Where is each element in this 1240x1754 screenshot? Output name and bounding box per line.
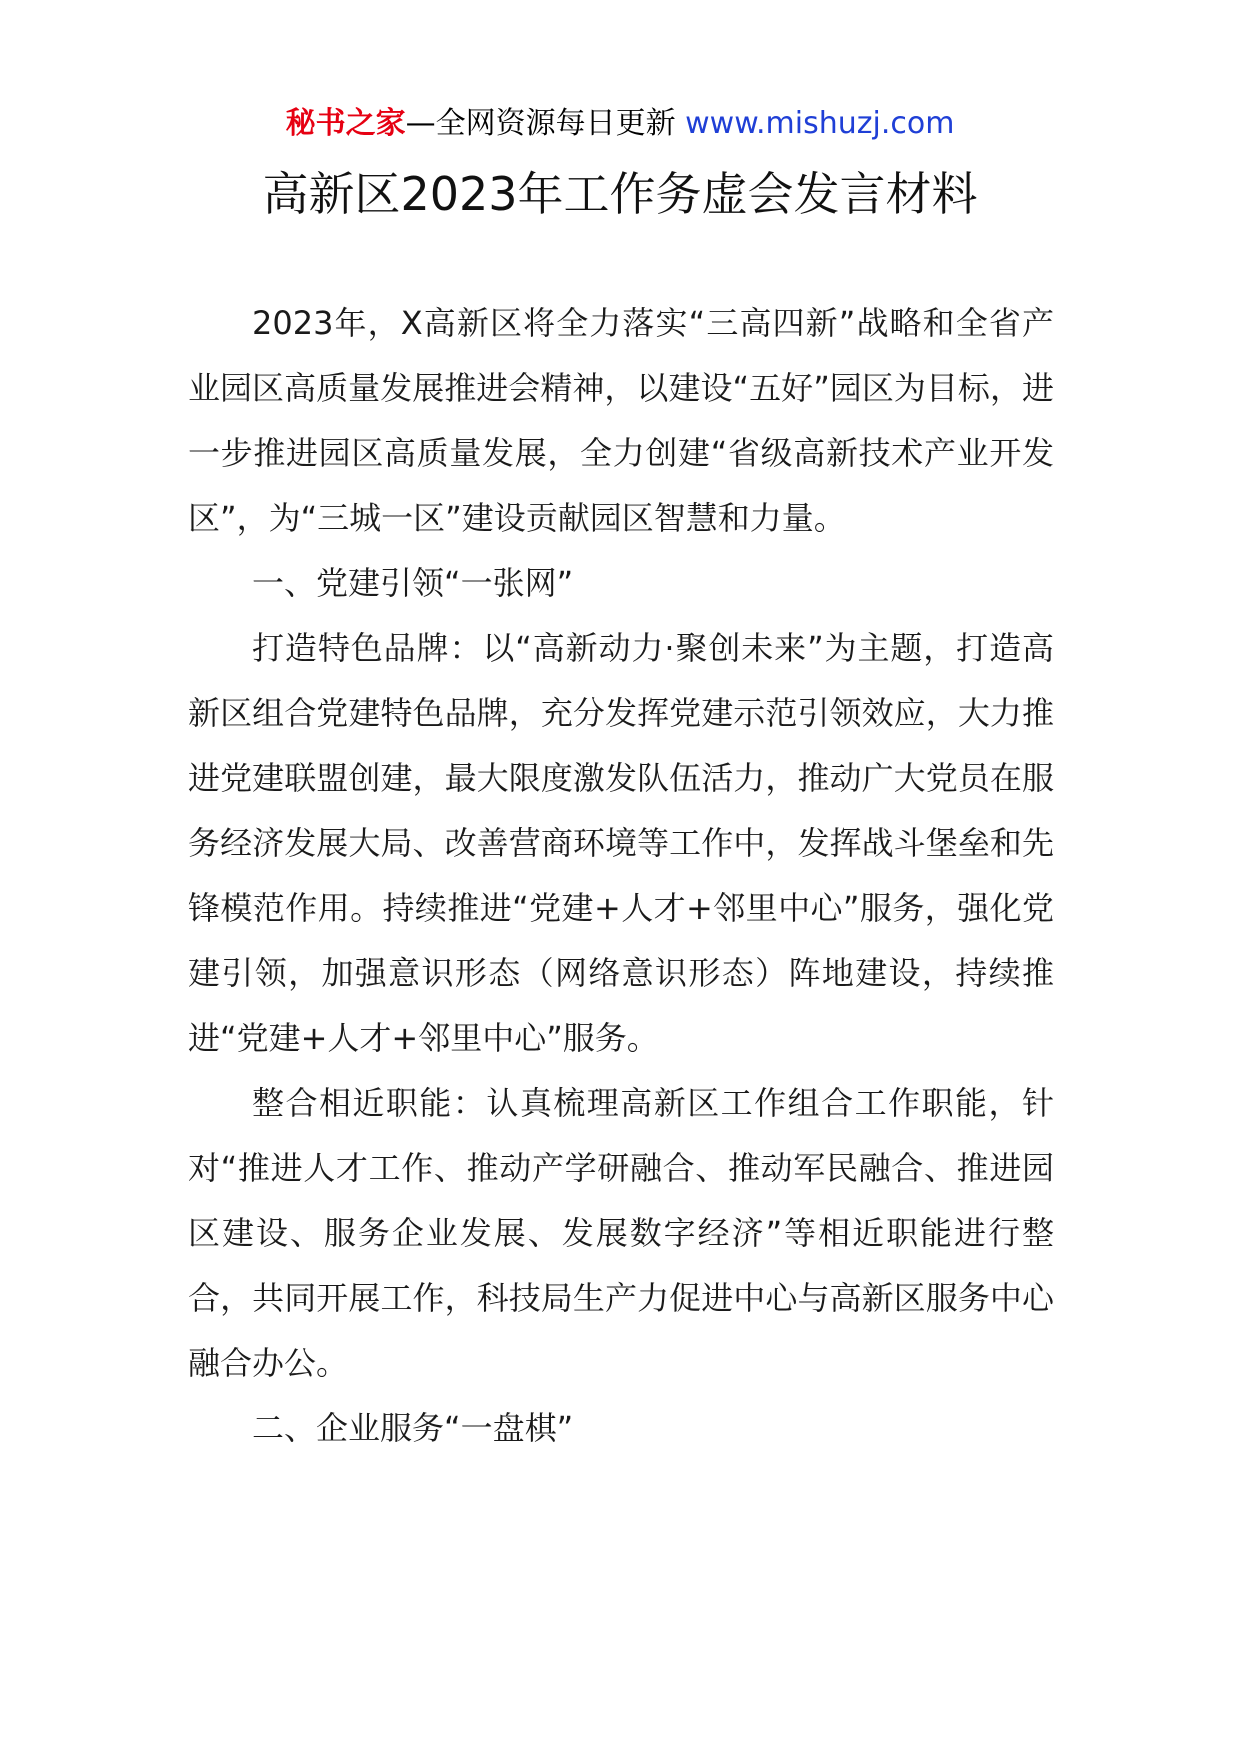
document-title: 高新区2023年工作务虚会发言材料 bbox=[262, 167, 978, 221]
intro-paragraph: 2023年，X高新区将全力落实“三高四新”战略和全省产业园区高质量发展推进会精神，以建设“五好”园区为目标，进一步推进园区高质量发展，全力创建“省级高新技术产业开发区”，为“三城一区”建设贡献园区智慧和力量。 bbox=[188, 304, 1054, 537]
body-paragraph-brand: 打造特色品牌：以“高新动力·聚创未来”为主题，打造高新区组合党建特色品牌，充分发挥党建示范引领效应，大力推进党建联盟创建，最大限度激发队伍活力，推动广大党员在服务经济发展大局、改善营商环境等工作中，发挥战斗堡垒和先锋模范作用。持续推进“党建+人才+邻里中心”服务，强化党建引领，加强意识形态（网络意识形态）阵地建设，持续推进“党建+人才+邻里中心”服务。 bbox=[188, 629, 1054, 1057]
section-heading-2: 二、企业服务“一盘棋” bbox=[252, 1409, 574, 1447]
body-paragraph-integration: 整合相近职能：认真梳理高新区工作组合工作职能，针对“推进人才工作、推动产学研融合、推动军民融合、推进园区建设、服务企业发展、发展数字经济”等相近职能进行整合，共同开展工作，科技局生产力促进中心与高新区服务中心融合办公。 bbox=[188, 1084, 1054, 1382]
brand-name: 秘书之家 bbox=[285, 106, 406, 141]
document-body bbox=[188, 291, 1054, 1461]
banner-tagline: —全网资源每日更新 bbox=[405, 106, 676, 141]
site-url-link[interactable]: www.mishuzj.com bbox=[685, 106, 955, 141]
section-heading-1: 一、党建引领“一张网” bbox=[252, 564, 574, 602]
site-banner bbox=[0, 104, 1240, 144]
